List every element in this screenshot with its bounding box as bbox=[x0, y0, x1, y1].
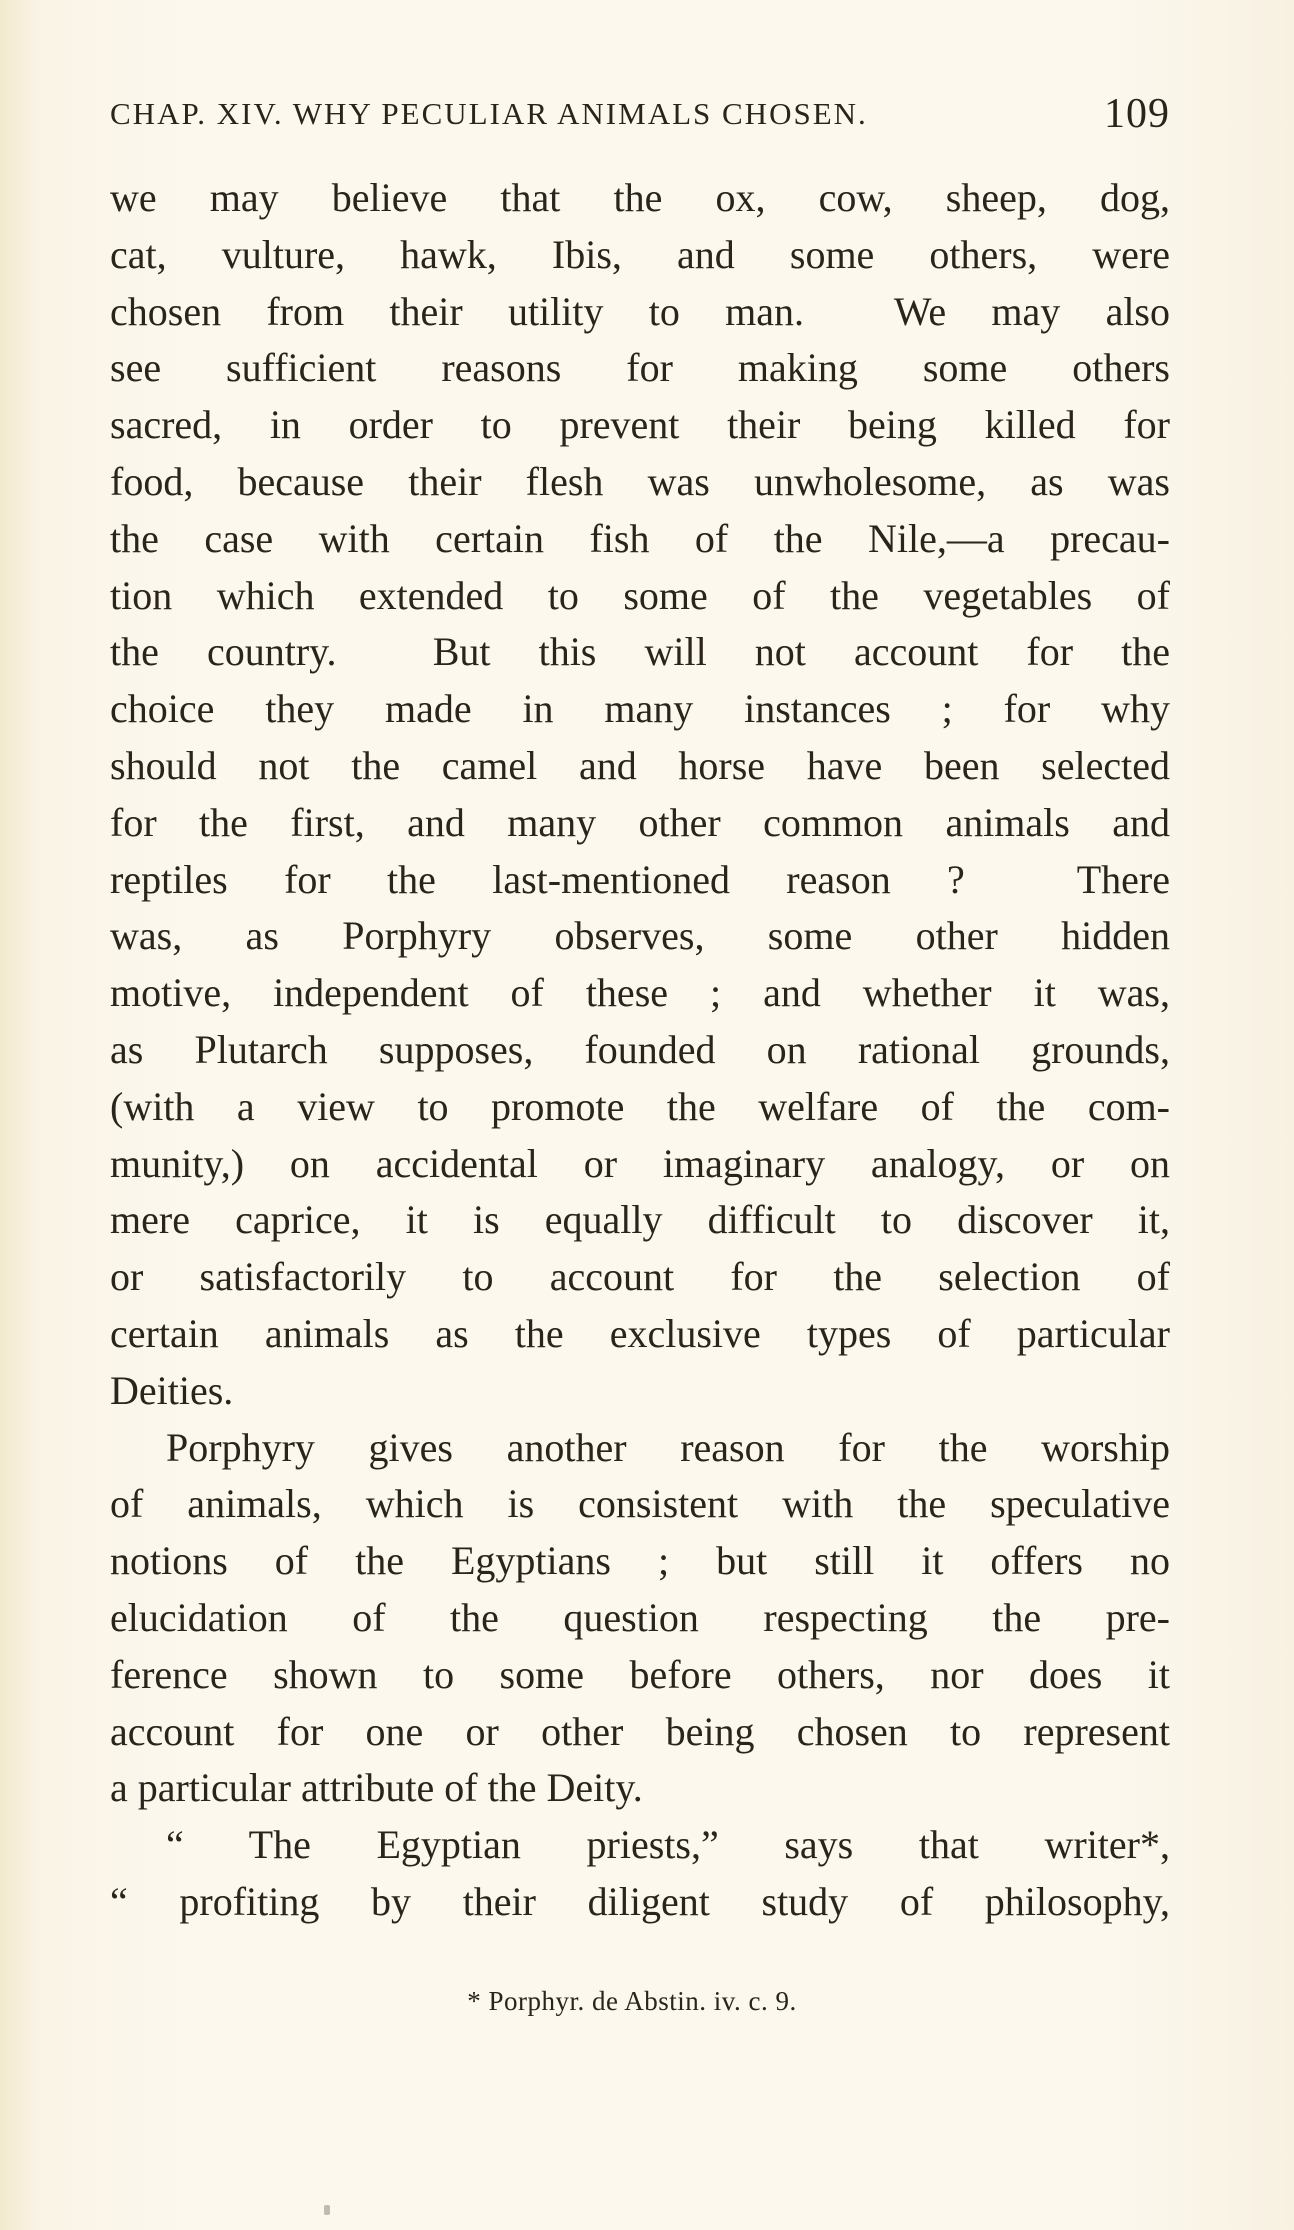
text-line: chosen from their utility to man. We may also bbox=[110, 288, 1170, 334]
page-number: 109 bbox=[1104, 91, 1170, 137]
text-line: Porphyry gives another reason for the worship bbox=[166, 1424, 1170, 1470]
text-line: the country. But this will not account for the bbox=[110, 629, 1170, 675]
text-line: choice they made in many instances ; for why bbox=[110, 686, 1170, 732]
text-line: certain animals as the exclusive types of particular bbox=[110, 1310, 1170, 1356]
text-line: food, because their flesh was unwholesome, as was bbox=[110, 458, 1170, 504]
text-line: the case with certain fish of the Nile,—a precau- bbox=[110, 515, 1170, 561]
text-line: cat, vulture, hawk, Ibis, and some others, were bbox=[110, 231, 1170, 277]
text-line: motive, independent of these ; and whether it was, bbox=[110, 970, 1170, 1016]
running-head bbox=[110, 92, 1170, 142]
text-line: see sufficient reasons for making some others bbox=[110, 345, 1170, 391]
text-line: reptiles for the last-mentioned reason ? There bbox=[110, 856, 1170, 902]
text-line: or satisfactorily to account for the selection of bbox=[110, 1254, 1170, 1300]
text-line: mere caprice, it is equally difficult to discover it, bbox=[110, 1197, 1170, 1243]
text-line: should not the camel and horse have been selected bbox=[110, 742, 1170, 788]
text-line: Deities. bbox=[110, 1367, 234, 1413]
text-line: tion which extended to some of the vegetables of bbox=[110, 572, 1170, 618]
text-line: notions of the Egyptians ; but still it offers no bbox=[110, 1538, 1170, 1584]
text-line: of animals, which is consistent with the speculative bbox=[110, 1481, 1170, 1527]
paper-speck bbox=[324, 2205, 330, 2215]
text-line: a particular attribute of the Deity. bbox=[110, 1765, 643, 1811]
footnote bbox=[0, 1986, 1294, 2017]
text-line: as Plutarch supposes, founded on rational grounds, bbox=[110, 1026, 1170, 1072]
text-line: account for one or other being chosen to represent bbox=[110, 1708, 1170, 1754]
running-head-title: CHAP. XIV. WHY PECULIAR ANIMALS CHOSEN. bbox=[110, 96, 868, 131]
text-line: munity,) on accidental or imaginary analogy, or on bbox=[110, 1140, 1170, 1186]
body-text bbox=[110, 170, 1170, 1931]
text-line: we may believe that the ox, cow, sheep, dog, bbox=[110, 175, 1170, 220]
text-line: sacred, in order to prevent their being killed for bbox=[110, 402, 1170, 448]
text-line: for the first, and many other common animals and bbox=[110, 799, 1170, 845]
text-line: ference shown to some before others, nor does it bbox=[110, 1651, 1170, 1697]
footnote-text: * Porphyr. de Abstin. iv. c. 9. bbox=[467, 1986, 797, 2016]
text-line: (with a view to promote the welfare of the com- bbox=[110, 1083, 1170, 1129]
text-line: elucidation of the question respecting the pre- bbox=[110, 1594, 1170, 1640]
text-line: “ profiting by their diligent study of philosophy, bbox=[110, 1878, 1170, 1924]
text-line: was, as Porphyry observes, some other hidden bbox=[110, 913, 1170, 959]
text-line: “ The Egyptian priests,” says that writer*, bbox=[166, 1822, 1170, 1868]
